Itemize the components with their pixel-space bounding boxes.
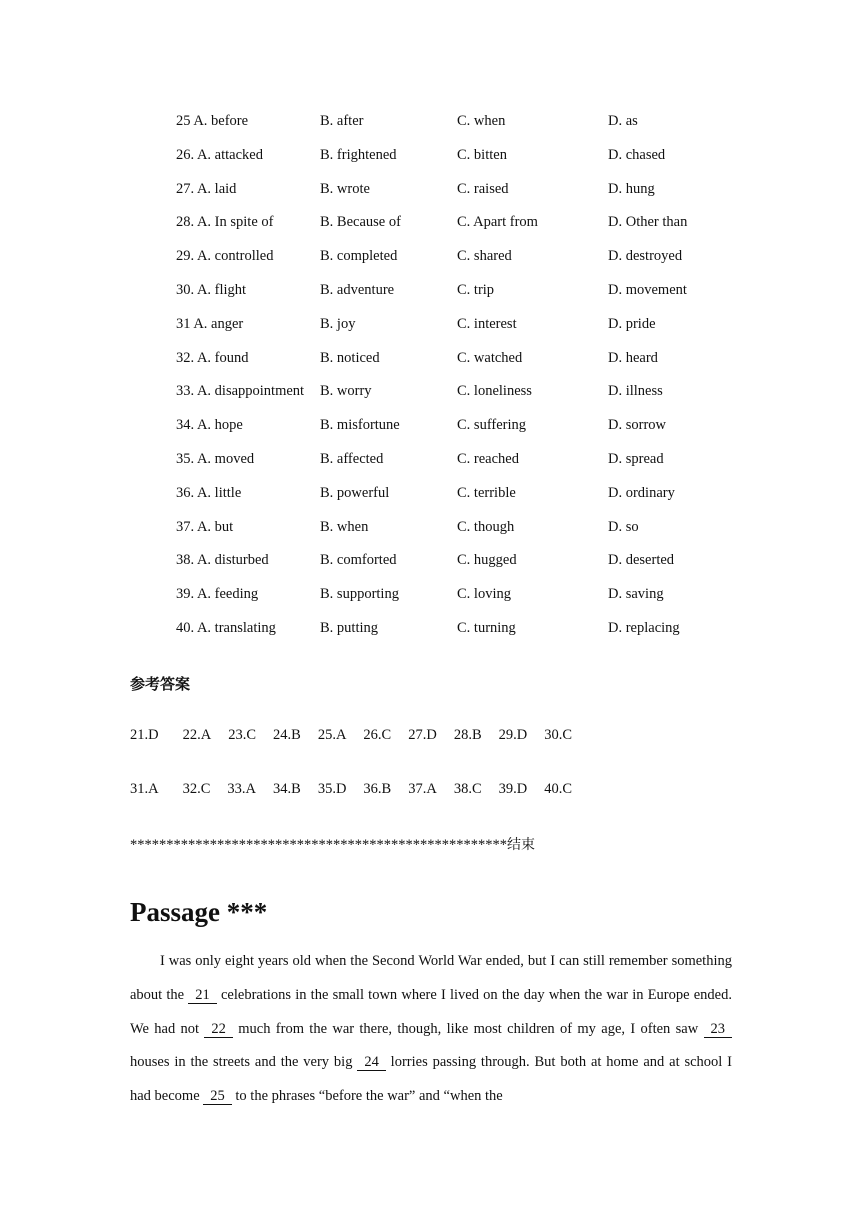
option-b: B. Because of <box>320 214 401 231</box>
option-row <box>176 280 736 314</box>
option-b: B. putting <box>320 619 379 636</box>
blank-23: 23 <box>704 1021 733 1038</box>
answer-item: 37.A <box>408 781 437 797</box>
option-c: C. when <box>457 113 506 129</box>
option-b: B. misfortune <box>320 417 400 434</box>
option-b: B. noticed <box>320 349 380 366</box>
option-a: 34. A. hope <box>176 417 243 434</box>
option-c: C. terrible <box>457 484 516 501</box>
option-row <box>176 179 736 213</box>
option-b: B. adventure <box>320 281 395 298</box>
passage-segment: much from the war there, though, like most children of my age, I often saw <box>232 1020 704 1037</box>
option-row <box>176 314 736 348</box>
option-row <box>176 483 736 517</box>
option-d: D. spread <box>608 450 664 467</box>
option-a: 26. A. attacked <box>176 146 263 163</box>
option-row <box>176 618 736 652</box>
option-d: D. destroyed <box>608 248 683 265</box>
option-c: C. bitten <box>457 146 507 163</box>
answer-item: 21.D <box>130 727 159 743</box>
option-c: C. though <box>457 518 515 535</box>
option-d: D. ordinary <box>608 484 675 501</box>
blank-21: 21 <box>188 987 217 1004</box>
answers-line-1 <box>130 727 589 744</box>
answer-item: 35.D <box>317 781 347 797</box>
option-a: 40. A. translating <box>176 619 276 636</box>
option-d: D. deserted <box>608 552 675 569</box>
answer-item: 33.A <box>227 781 257 797</box>
passage-segment: I was only eight years old when the Second World War ended, but I can still remember something about the <box>130 953 732 1003</box>
passage-title: Passage *** <box>130 897 268 927</box>
answer-item: 36.B <box>363 781 392 797</box>
option-d: D. chased <box>608 146 666 163</box>
answer-item: 34.B <box>273 781 301 797</box>
passage-segment: lorries passing through. But both at home and at school I had become <box>130 1054 732 1105</box>
option-a: 28. A. In spite of <box>176 214 274 231</box>
option-row <box>176 348 736 382</box>
option-d: D. pride <box>608 315 656 332</box>
option-d: D. saving <box>608 586 664 603</box>
option-d: D. heard <box>608 349 658 366</box>
option-c: C. raised <box>457 180 509 197</box>
option-c: C. shared <box>457 248 512 265</box>
option-row <box>176 517 736 551</box>
option-row <box>176 415 736 449</box>
answer-item: 25.A <box>317 727 347 743</box>
option-row <box>176 246 736 280</box>
option-c: C. trip <box>457 281 495 298</box>
option-b: B. frightened <box>320 146 397 163</box>
answers-line-2 <box>130 781 589 798</box>
option-b: B. affected <box>320 450 384 467</box>
option-a: 31 A. anger <box>176 315 244 332</box>
option-d: D. illness <box>608 383 663 400</box>
answer-item: 22.A <box>182 727 212 743</box>
option-c: C. Apart from <box>457 214 538 231</box>
option-b: B. completed <box>320 248 398 265</box>
option-b: B. joy <box>320 315 356 332</box>
option-row <box>176 212 736 246</box>
option-b: B. after <box>320 113 364 129</box>
option-row <box>176 145 736 179</box>
passage-segment: to the phrases “before the war” and “when the <box>231 1088 503 1105</box>
option-a: 25 A. before <box>176 113 249 129</box>
option-b: B. supporting <box>320 586 399 603</box>
option-d: D. so <box>608 518 639 535</box>
answer-item: 23.C <box>228 727 257 743</box>
option-a: 29. A. controlled <box>176 248 274 265</box>
option-row <box>176 449 736 483</box>
answer-item: 40.C <box>544 781 573 797</box>
option-row <box>176 381 736 415</box>
answer-item: 27.D <box>408 727 437 743</box>
blank-24: 24 <box>357 1054 386 1071</box>
option-d: D. as <box>608 113 638 129</box>
option-c: C. turning <box>457 619 516 636</box>
answer-item: 24.B <box>273 727 301 743</box>
option-a: 37. A. but <box>176 518 234 535</box>
option-c: C. suffering <box>457 417 527 434</box>
stars-line: **************************************************** <box>130 837 507 853</box>
option-d: D. Other than <box>608 214 688 231</box>
blank-25: 25 <box>203 1088 232 1105</box>
option-d: D. sorrow <box>608 417 666 434</box>
end-label: 结束 <box>507 837 535 853</box>
option-a: 33. A. disappointment <box>176 383 305 400</box>
option-a: 32. A. found <box>176 349 249 366</box>
option-row <box>176 584 736 618</box>
option-row <box>176 111 736 145</box>
options-list <box>176 111 736 652</box>
passage-segment: celebrations in the small town where I lived on the day when the war in Europe ended. We had not <box>130 986 732 1037</box>
answers-heading: 参考答案 <box>130 675 191 693</box>
option-a: 38. A. disturbed <box>176 552 269 569</box>
option-a: 30. A. flight <box>176 281 247 298</box>
answer-item: 29.D <box>498 727 528 743</box>
option-d: D. movement <box>608 281 687 298</box>
option-c: C. watched <box>457 349 523 366</box>
option-a: 27. A. laid <box>176 180 237 197</box>
option-b: B. wrote <box>320 180 370 197</box>
option-a: 35. A. moved <box>176 450 255 467</box>
answer-item: 30.C <box>544 727 573 743</box>
option-c: C. interest <box>457 315 517 332</box>
blank-22: 22 <box>204 1021 233 1038</box>
option-c: C. reached <box>457 450 519 467</box>
option-b: B. powerful <box>320 484 390 501</box>
passage-segment: houses in the streets and the very big <box>130 1054 358 1071</box>
end-marker <box>130 834 535 854</box>
option-d: D. hung <box>608 180 655 197</box>
answer-item: 31.A <box>130 781 159 797</box>
option-b: B. worry <box>320 383 372 400</box>
option-c: C. loneliness <box>457 383 532 400</box>
answer-item: 38.C <box>453 781 482 797</box>
option-b: B. comforted <box>320 552 397 569</box>
option-row <box>176 550 736 584</box>
option-a: 36. A. little <box>176 484 242 501</box>
option-c: C. hugged <box>457 552 517 569</box>
option-d: D. replacing <box>608 619 680 636</box>
answer-item: 32.C <box>182 781 211 797</box>
answer-item: 39.D <box>498 781 528 797</box>
option-c: C. loving <box>457 586 511 603</box>
answer-item: 28.B <box>453 727 482 743</box>
answer-item: 26.C <box>363 727 392 743</box>
option-b: B. when <box>320 518 369 535</box>
passage-text <box>130 945 732 1114</box>
option-a: 39. A. feeding <box>176 586 259 603</box>
